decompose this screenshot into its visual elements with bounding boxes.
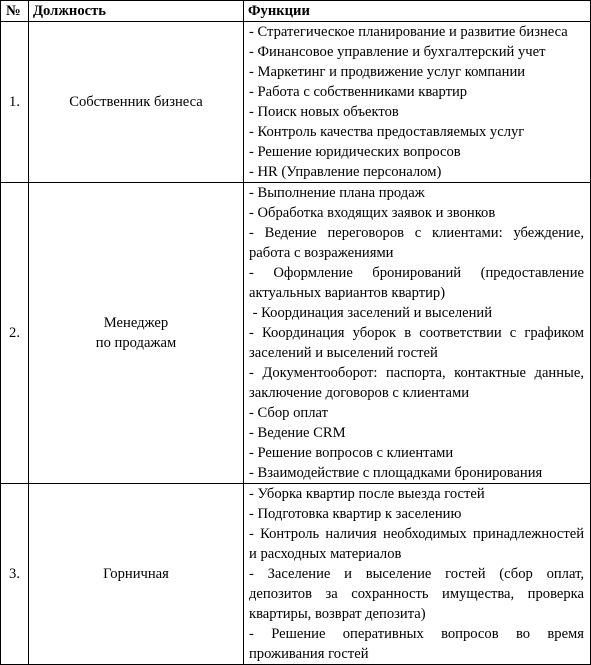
function-item: - Решение оперативных вопросов во время проживания гостей — [249, 626, 584, 662]
function-item: - Взаимодействие с площадками бронирования — [249, 465, 543, 481]
function-item: - Ведение переговоров с клиентами: убеждение, работа с возражениями — [249, 225, 584, 261]
function-item: - Финансовое управление и бухгалтерский учет — [249, 44, 546, 60]
row-position — [29, 484, 244, 665]
function-item: - Заселение и выселение гостей (сбор оплат, депозитов за сохранность имущества, проверка квартиры, возврат депозита) — [249, 566, 584, 622]
table-row — [1, 22, 591, 183]
position-text: Менеджер — [103, 315, 169, 331]
function-item: - Работа с собственниками квартир — [249, 84, 468, 100]
header-number: № — [1, 1, 29, 22]
row-number: 3. — [1, 484, 29, 665]
function-item: - Контроль наличия необходимых принадлежностей и расходных материалов — [249, 526, 584, 562]
function-item: - Сбор оплат — [249, 405, 328, 421]
position-text: Собственник бизнеса — [69, 94, 203, 110]
position-text: по продажам — [95, 335, 177, 351]
table-row — [1, 183, 591, 484]
function-item: - Маркетинг и продвижение услуг компании — [249, 64, 526, 80]
function-item: - Поиск новых объектов — [249, 104, 399, 120]
position-text: Горничная — [103, 566, 169, 582]
function-item: - Выполнение плана продаж — [249, 185, 425, 201]
row-position — [29, 22, 244, 183]
row-number: 1. — [1, 22, 29, 183]
function-item: - Координация заселений и выселений — [249, 305, 493, 321]
header-functions: Функции — [244, 1, 591, 22]
row-position — [29, 183, 244, 484]
row-functions — [244, 22, 591, 183]
function-item: - Решение вопросов с клиентами — [249, 445, 454, 461]
function-item: - Документооборот: паспорта, контактные данные, заключение договоров с клиентами — [249, 365, 584, 401]
function-item: - Оформление бронирований (предоставление актуальных вариантов квартир) — [249, 265, 584, 301]
row-functions — [244, 183, 591, 484]
header-position: Должность — [29, 1, 244, 22]
row-functions — [244, 484, 591, 665]
function-item: - Уборка квартир после выезда гостей — [249, 486, 485, 502]
table-header-row — [1, 1, 591, 22]
function-item: - Ведение CRM — [249, 425, 346, 441]
table-row — [1, 484, 591, 665]
function-item: - Стратегическое планирование и развитие бизнеса — [249, 24, 568, 40]
function-item: - Обработка входящих заявок и звонков — [249, 205, 496, 221]
function-item: - Контроль качества предоставляемых услуг — [249, 124, 525, 140]
row-number: 2. — [1, 183, 29, 484]
function-item: - Решение юридических вопросов — [249, 144, 461, 160]
function-item: - Подготовка квартир к заселению — [249, 506, 462, 522]
function-item: - Координация уборок в соответствии с графиком заселений и выселений гостей — [249, 325, 584, 361]
function-item: - HR (Управление персоналом) — [249, 164, 442, 180]
